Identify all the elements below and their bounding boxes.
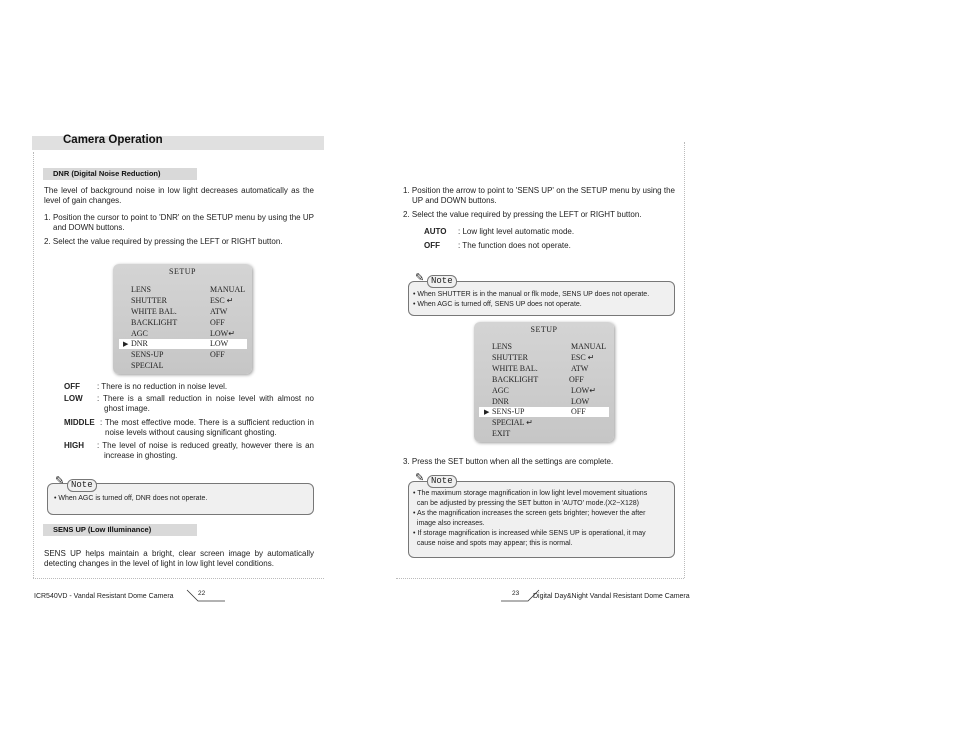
note-label: Note	[427, 275, 457, 288]
note-text: • As the magnification increases the screen gets brighter; however the after	[413, 510, 646, 517]
note-label: Note	[427, 475, 457, 488]
menu-row-value: MANUAL	[571, 342, 607, 351]
menu-row-value: OFF	[571, 407, 586, 416]
option-key: OFF	[64, 382, 80, 391]
note-text: • When SHUTTER is in the manual or flk mode, SENS UP does not operate.	[413, 291, 650, 298]
note-text: • When AGC is turned off, SENS UP does not operate.	[413, 301, 582, 308]
menu-row-value: OFF	[569, 375, 584, 384]
menu-row-value: LOW↵	[571, 386, 596, 395]
menu-row-label: DNR	[492, 397, 509, 406]
option-text: : There is no reduction in noise level.	[97, 382, 228, 391]
note-label: Note	[67, 479, 97, 492]
menu-row-label: BACKLIGHT	[131, 318, 178, 327]
left-page-number: 22	[198, 590, 206, 597]
setup-menu-sensup	[474, 322, 614, 442]
menu-row-label: LENS	[131, 285, 151, 294]
setup-menu-dnr	[113, 264, 252, 374]
menu-pointer-icon: ▶	[123, 340, 129, 348]
menu-row-label: AGC	[492, 386, 509, 395]
note-text: cause noise and spots may appear; this is normal.	[413, 540, 573, 547]
menu-row-label: SPECIAL	[131, 361, 164, 370]
menu-title: SETUP	[169, 267, 196, 276]
menu-row-value: OFF	[210, 318, 225, 327]
option-text: : The most effective mode. There is a sufficient reduction in noise levels without causing significant ghosting.	[100, 418, 314, 437]
sensup-intro: SENS UP helps maintain a bright, clear screen image by automatically detecting changes in the level of light in low light level conditions.	[44, 549, 314, 568]
menu-row-value: OFF	[210, 350, 225, 359]
menu-row-label: SENS-UP	[492, 407, 525, 416]
option-key: LOW	[64, 394, 83, 403]
section-title: Camera Operation	[63, 134, 163, 146]
menu-row-label: SHUTTER	[492, 353, 528, 362]
note-text: • If storage magnification is increased while SENS UP is operational, it may	[413, 530, 646, 537]
menu-row-value: ATW	[571, 364, 589, 373]
menu-row-value: LOW	[571, 397, 590, 406]
option-text: : Low light level automatic mode.	[458, 227, 575, 236]
option-text: : The level of noise is reduced greatly, however there is an increase in ghosting.	[97, 441, 314, 460]
option-text: : The function does not operate.	[458, 241, 571, 250]
left-footer-text: ICR540VD - Vandal Resistant Dome Camera	[34, 593, 174, 600]
dnr-step-2: 2. Select the value required by pressing the LEFT or RIGHT button.	[44, 237, 283, 246]
note-text: can be adjusted by pressing the SET button in 'AUTO' mode.(X2~X128)	[413, 500, 639, 507]
dnr-step-1: 1. Position the cursor to point to 'DNR' on the SETUP menu by using the UP and DOWN buttons.	[44, 213, 314, 232]
sensup-step-3: 3. Press the SET button when all the settings are complete.	[403, 457, 614, 466]
right-margin-rule	[684, 142, 685, 578]
note-text: image also increases.	[413, 520, 485, 527]
menu-row-label: WHITE BAL.	[492, 364, 538, 373]
right-page-number: 23	[512, 590, 520, 597]
menu-row-label: LENS	[492, 342, 512, 351]
menu-row-label: AGC	[131, 329, 148, 338]
menu-row-value: MANUAL	[210, 285, 246, 294]
menu-row-label: SPECIAL ↵	[492, 418, 533, 427]
right-footer-text: Digital Day&Night Vandal Resistant Dome Camera	[533, 593, 690, 600]
menu-row-label: EXIT	[492, 429, 511, 438]
note-pin-icon: ✎	[55, 475, 65, 487]
left-footer-rule	[33, 578, 324, 579]
menu-row-label: SENS-UP	[131, 350, 164, 359]
note-text: • The maximum storage magnification in low light level movement situations	[413, 490, 648, 497]
dnr-intro: The level of background noise in low light decreases automatically as the level of gain changes.	[44, 186, 314, 205]
option-key: AUTO	[424, 227, 447, 236]
menu-pointer-icon: ▶	[484, 408, 490, 416]
menu-title: SETUP	[530, 325, 558, 334]
dnr-heading: DNR (Digital Noise Reduction)	[43, 168, 197, 180]
menu-row-value: ESC ↵	[210, 296, 234, 305]
sensup-step-1: 1. Position the arrow to point to 'SENS UP' on the SETUP menu by using the UP and DOWN buttons.	[403, 186, 675, 205]
menu-row-value: ESC ↵	[571, 353, 595, 362]
option-key: OFF	[424, 241, 440, 250]
note-pin-icon: ✎	[415, 472, 425, 484]
menu-row-label: SHUTTER	[131, 296, 167, 305]
note-pin-icon: ✎	[415, 272, 425, 284]
option-key: MIDDLE	[64, 418, 95, 427]
sensup-step-2: 2. Select the value required by pressing the LEFT or RIGHT button.	[403, 210, 642, 219]
left-margin-rule	[33, 152, 34, 578]
left-page-tab	[186, 589, 226, 603]
menu-row-label: BACKLIGHT	[492, 375, 539, 384]
menu-row-label: DNR	[131, 339, 148, 348]
option-key: HIGH	[64, 441, 84, 450]
menu-row-value: LOW↵	[210, 329, 235, 338]
menu-row-label: WHITE BAL.	[131, 307, 177, 316]
option-text: : There is a small reduction in noise level with almost no ghost image.	[97, 394, 314, 413]
menu-row-value: ATW	[210, 307, 228, 316]
sensup-heading: SENS UP (Low Illuminance)	[43, 524, 197, 536]
right-footer-rule	[396, 578, 684, 579]
note-text: • When AGC is turned off, DNR does not operate.	[54, 495, 208, 502]
menu-row-value: LOW	[210, 339, 229, 348]
